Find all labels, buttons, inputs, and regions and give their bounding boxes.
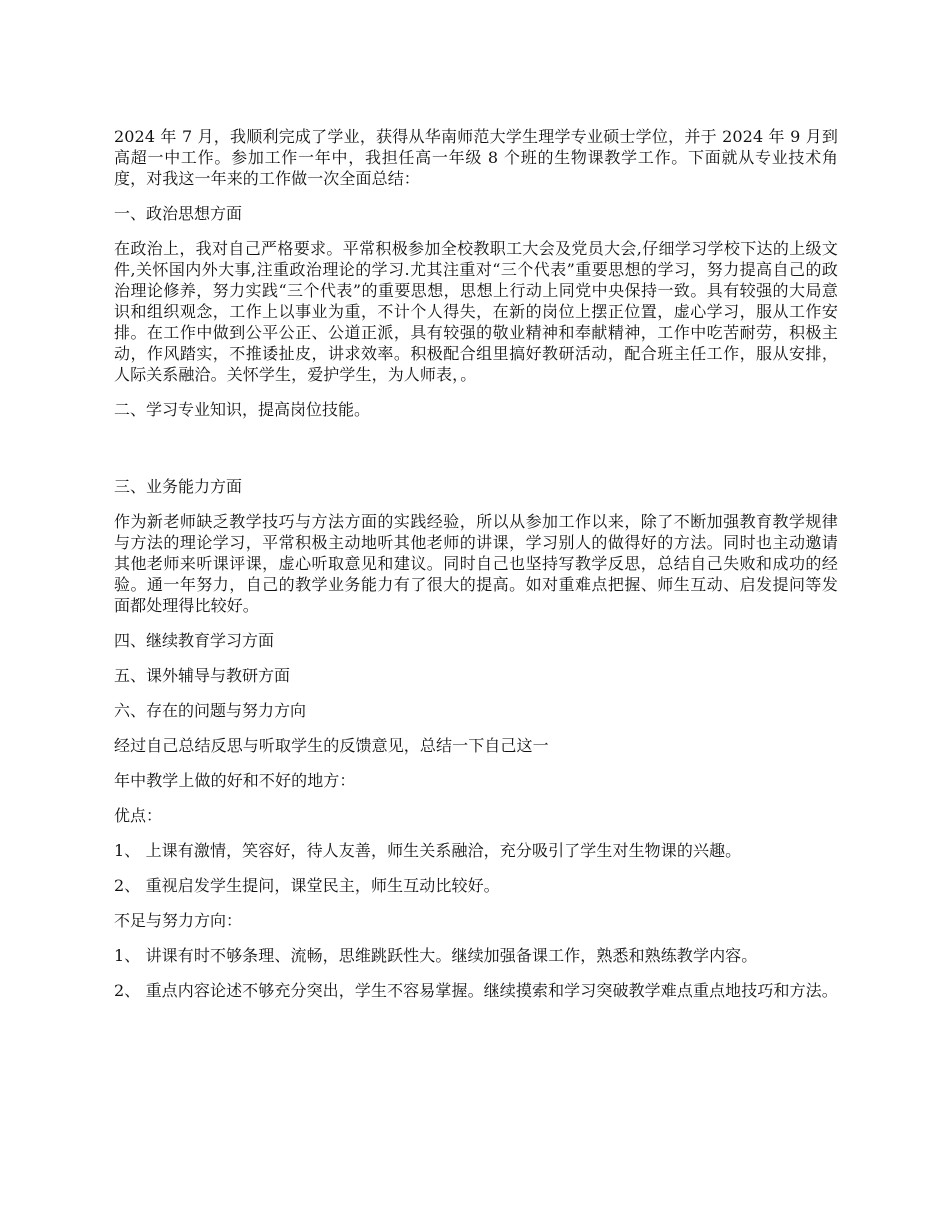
strength-item-2: 2、 重视启发学生提问，课堂民主，师生互动比较好。: [114, 876, 500, 895]
section-3-heading: 三、业务能力方面: [114, 477, 243, 496]
section-3-paragraph: 作为新老师缺乏教学技巧与方法方面的实践经验，所以从参加工作以来，除了不断加强教育教学规律与方法的理论学习，平常积极主动地听其他老师的讲课，学习别人的做得好的方法。同时也主动邀请其他老师来听课评课，虚心听取意见和建议。同时自己也坚持写教学反思，总结自己失败和成功的经验。通一年努力，自己的教学业务能力有了很大的提高。如对重难点把握、师生互动、启发提问等发面都处理得比较好。: [114, 512, 838, 615]
weakness-item-2: 2、 重点内容论述不够充分突出，学生不容易掌握。继续摸索和学习突破教学难点重点地技巧和方法。: [114, 981, 838, 1000]
weakness-heading: 不足与努力方向：: [114, 911, 243, 930]
document-page: [114, 126, 838, 1015]
section-6-heading: 六、存在的问题与努力方向: [114, 701, 307, 720]
section-6-line-1: 经过自己总结反思与听取学生的反馈意见，总结一下自己这一: [114, 736, 549, 755]
intro-paragraph: 2024 年 7 月，我顺利完成了学业，获得从华南师范大学生理学专业硕士学位，并于 2024 年 9 月到高超一中工作。参加工作一年中，我担任高一年级 8 个班的生物课教学工作。下面就从专业技术角度，对我这一年来的工作做一次全面总结：: [114, 127, 838, 188]
section-4-heading: 四、继续教育学习方面: [114, 631, 275, 650]
section-2-heading: 二、学习专业知识，提高岗位技能。: [114, 400, 371, 419]
section-5-heading: 五、课外辅导与教研方面: [114, 666, 291, 685]
weakness-item-1: 1、 讲课有时不够条理、流畅，思维跳跃性大。继续加强备课工作，熟悉和熟练教学内容。: [114, 946, 758, 965]
strength-item-1: 1、 上课有激情，笑容好，待人友善，师生关系融洽，充分吸引了学生对生物课的兴趣。: [114, 841, 742, 860]
blank-space: [114, 434, 838, 476]
strengths-heading: 优点：: [114, 806, 163, 825]
section-6-line-2: 年中教学上做的好和不好的地方：: [114, 771, 356, 790]
section-1-paragraph: 在政治上，我对自己严格要求。平常积极参加全校教职工大会及党员大会,仔细学习学校下达的上级文件,关怀国内外大事,注重政治理论的学习.尤其注重对“三个代表”重要思想的学习，努力提高自己的政治理论修养，努力实践“三个代表”的重要思想，思想上行动上同党中央保持一致。具有较强的大局意识和组织观念，工作上以事业为重，不计个人得失，在新的岗位上摆正位置，虚心学习，服从工作安排。在工作中做到公平公正、公道正派，具有较强的敬业精神和奉献精神，工作中吃苦耐劳，积极主动，作风踏实，不推诿扯皮，讲求效率。积极配合组里搞好教研活动，配合班主任工作，服从安排，人际关系融洽。关怀学生，爱护学生，为人师表，。: [114, 239, 838, 384]
section-1-heading: 一、政治思想方面: [114, 204, 243, 223]
